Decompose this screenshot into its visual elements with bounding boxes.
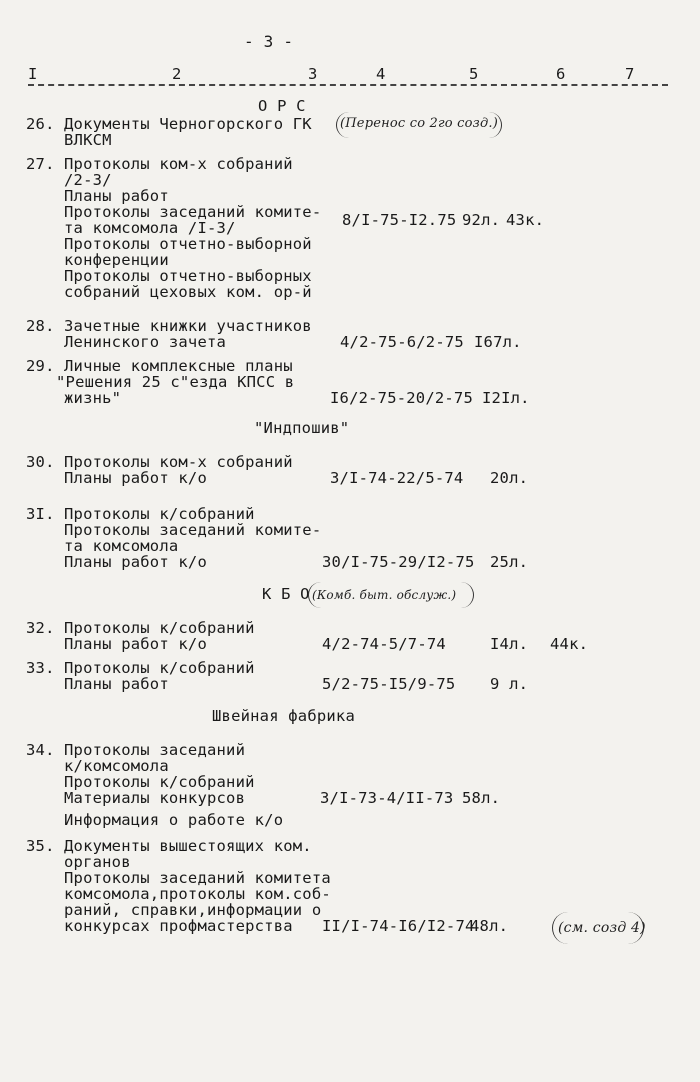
- col-number-5: 5: [469, 65, 479, 83]
- entry-31-dates: 30/I-75-29/I2-75: [322, 553, 475, 571]
- entry-31-line-1: Протоколы к/собраний: [64, 505, 255, 523]
- entry-31-sheets: 25л.: [490, 553, 529, 571]
- section-ors: О Р С: [258, 97, 306, 115]
- entry-35-line-3: Протоколы заседаний комитета: [64, 869, 331, 887]
- entry-35-line-4: комсомола,протоколы ком.соб-: [64, 885, 331, 903]
- note-35: (см. созд 4): [558, 920, 646, 936]
- entry-33-line-1: Протоколы к/собраний: [64, 659, 255, 677]
- col-number-3: 3: [308, 65, 318, 83]
- entry-30-dates: 3/I-74-22/5-74: [330, 469, 464, 487]
- entry-27-line-5: та комсомола /I-3/: [64, 219, 236, 237]
- entry-35-line-5: раний, справки,информации о: [64, 901, 322, 919]
- entry-35-num: 35.: [26, 837, 55, 855]
- section-kbo: К Б О: [262, 585, 310, 603]
- entry-27-sheets: 92л.: [462, 211, 501, 229]
- entry-31-line-3: та комсомола: [64, 537, 179, 555]
- entry-35-sheets: 48л.: [470, 917, 509, 935]
- section-shveinaya: Швейная фабрика: [212, 707, 355, 725]
- entry-27-num: 27.: [26, 155, 55, 173]
- col-number-6: 6: [556, 65, 566, 83]
- entry-27-line-8: Протоколы отчетно-выборных: [64, 267, 312, 285]
- entry-28-num: 28.: [26, 317, 55, 335]
- entry-34-dates: 3/I-73-4/II-73: [320, 789, 454, 807]
- entry-34-line-1: Протоколы заседаний: [64, 741, 246, 759]
- entry-32-line-2: Планы работ к/о: [64, 635, 207, 653]
- entry-34-after: Информация о работе к/о: [64, 811, 284, 829]
- entry-34-line-4: Материалы конкурсов: [64, 789, 246, 807]
- entry-33-dates: 5/2-75-I5/9-75: [322, 675, 456, 693]
- entry-33-sheets: 9 л.: [490, 675, 529, 693]
- entry-28-line-2: Ленинского зачета: [64, 333, 227, 351]
- entry-33-num: 33.: [26, 659, 55, 677]
- entry-33-line-2: Планы работ: [64, 675, 169, 693]
- entry-27-line-4: Протоколы заседаний комите-: [64, 203, 322, 221]
- section-indposhiv: "Индпошив": [254, 419, 350, 437]
- entry-29-dates: I6/2-75-20/2-75: [330, 389, 473, 407]
- col-number-1: I: [28, 65, 38, 83]
- entry-27-line-7: конференции: [64, 251, 169, 269]
- col-number-4: 4: [376, 65, 386, 83]
- entry-27-extra: 43к.: [506, 211, 545, 229]
- entry-30-line-1: Протоколы ком-х собраний: [64, 453, 293, 471]
- entry-31-num: 3I.: [26, 505, 55, 523]
- entry-29-line-2: "Решения 25 с"езда КПСС в: [56, 373, 295, 391]
- entry-30-sheets: 20л.: [490, 469, 529, 487]
- entry-26-line-2: ВЛКСМ: [64, 131, 112, 149]
- entry-29-sheets: I2Iл.: [482, 389, 530, 407]
- entry-28-dates: 4/2-75-6/2-75: [340, 333, 464, 351]
- entry-34-line-3: Протоколы к/собраний: [64, 773, 255, 791]
- entry-32-sheets: I4л.: [490, 635, 529, 653]
- entry-32-line-1: Протоколы к/собраний: [64, 619, 255, 637]
- entry-31-line-4: Планы работ к/о: [64, 553, 207, 571]
- entry-29-line-1: Личные комплексные планы: [64, 357, 293, 375]
- entry-28-line-1: Зачетные книжки участников: [64, 317, 312, 335]
- col-number-7: 7: [625, 65, 635, 83]
- entry-29-line-3: жизнь": [64, 389, 122, 407]
- col-number-2: 2: [172, 65, 182, 83]
- entry-32-num: 32.: [26, 619, 55, 637]
- entry-27-line-1: Протоколы ком-х собраний: [64, 155, 293, 173]
- entry-31-line-2: Протоколы заседаний комите-: [64, 521, 322, 539]
- entry-29-num: 29.: [26, 357, 55, 375]
- note-kbo: (Комб. быт. обслуж.): [312, 588, 457, 602]
- entry-27-line-3: Планы работ: [64, 187, 169, 205]
- entry-34-line-2: к/комсомола: [64, 757, 169, 775]
- header-divider: [28, 84, 668, 86]
- entry-27-line-9: собраний цеховых ком. ор-й: [64, 283, 312, 301]
- entry-34-num: 34.: [26, 741, 55, 759]
- entry-35-line-1: Документы вышестоящих ком.: [64, 837, 312, 855]
- entry-32-dates: 4/2-74-5/7-74: [322, 635, 446, 653]
- entry-27-line-2: /2-3/: [64, 171, 112, 189]
- entry-35-dates: II/I-74-I6/I2-74: [322, 917, 475, 935]
- entry-26-line-1: Документы Черногорского ГК: [64, 115, 312, 133]
- entry-34-sheets: 58л.: [462, 789, 501, 807]
- entry-27-line-6: Протоколы отчетно-выборной: [64, 235, 312, 253]
- note-26: (Перенос со 2го созд.): [340, 116, 499, 131]
- page-number: - 3 -: [244, 32, 294, 51]
- entry-27-dates: 8/I-75-I2.75: [342, 211, 457, 229]
- entry-30-line-2: Планы работ к/о: [64, 469, 207, 487]
- entry-28-sheets: I67л.: [474, 333, 522, 351]
- entry-35-line-6: конкурсах профмастерства: [64, 917, 293, 935]
- entry-26-num: 26.: [26, 115, 55, 133]
- entry-35-line-2: органов: [64, 853, 131, 871]
- entry-30-num: 30.: [26, 453, 55, 471]
- entry-32-extra: 44к.: [550, 635, 589, 653]
